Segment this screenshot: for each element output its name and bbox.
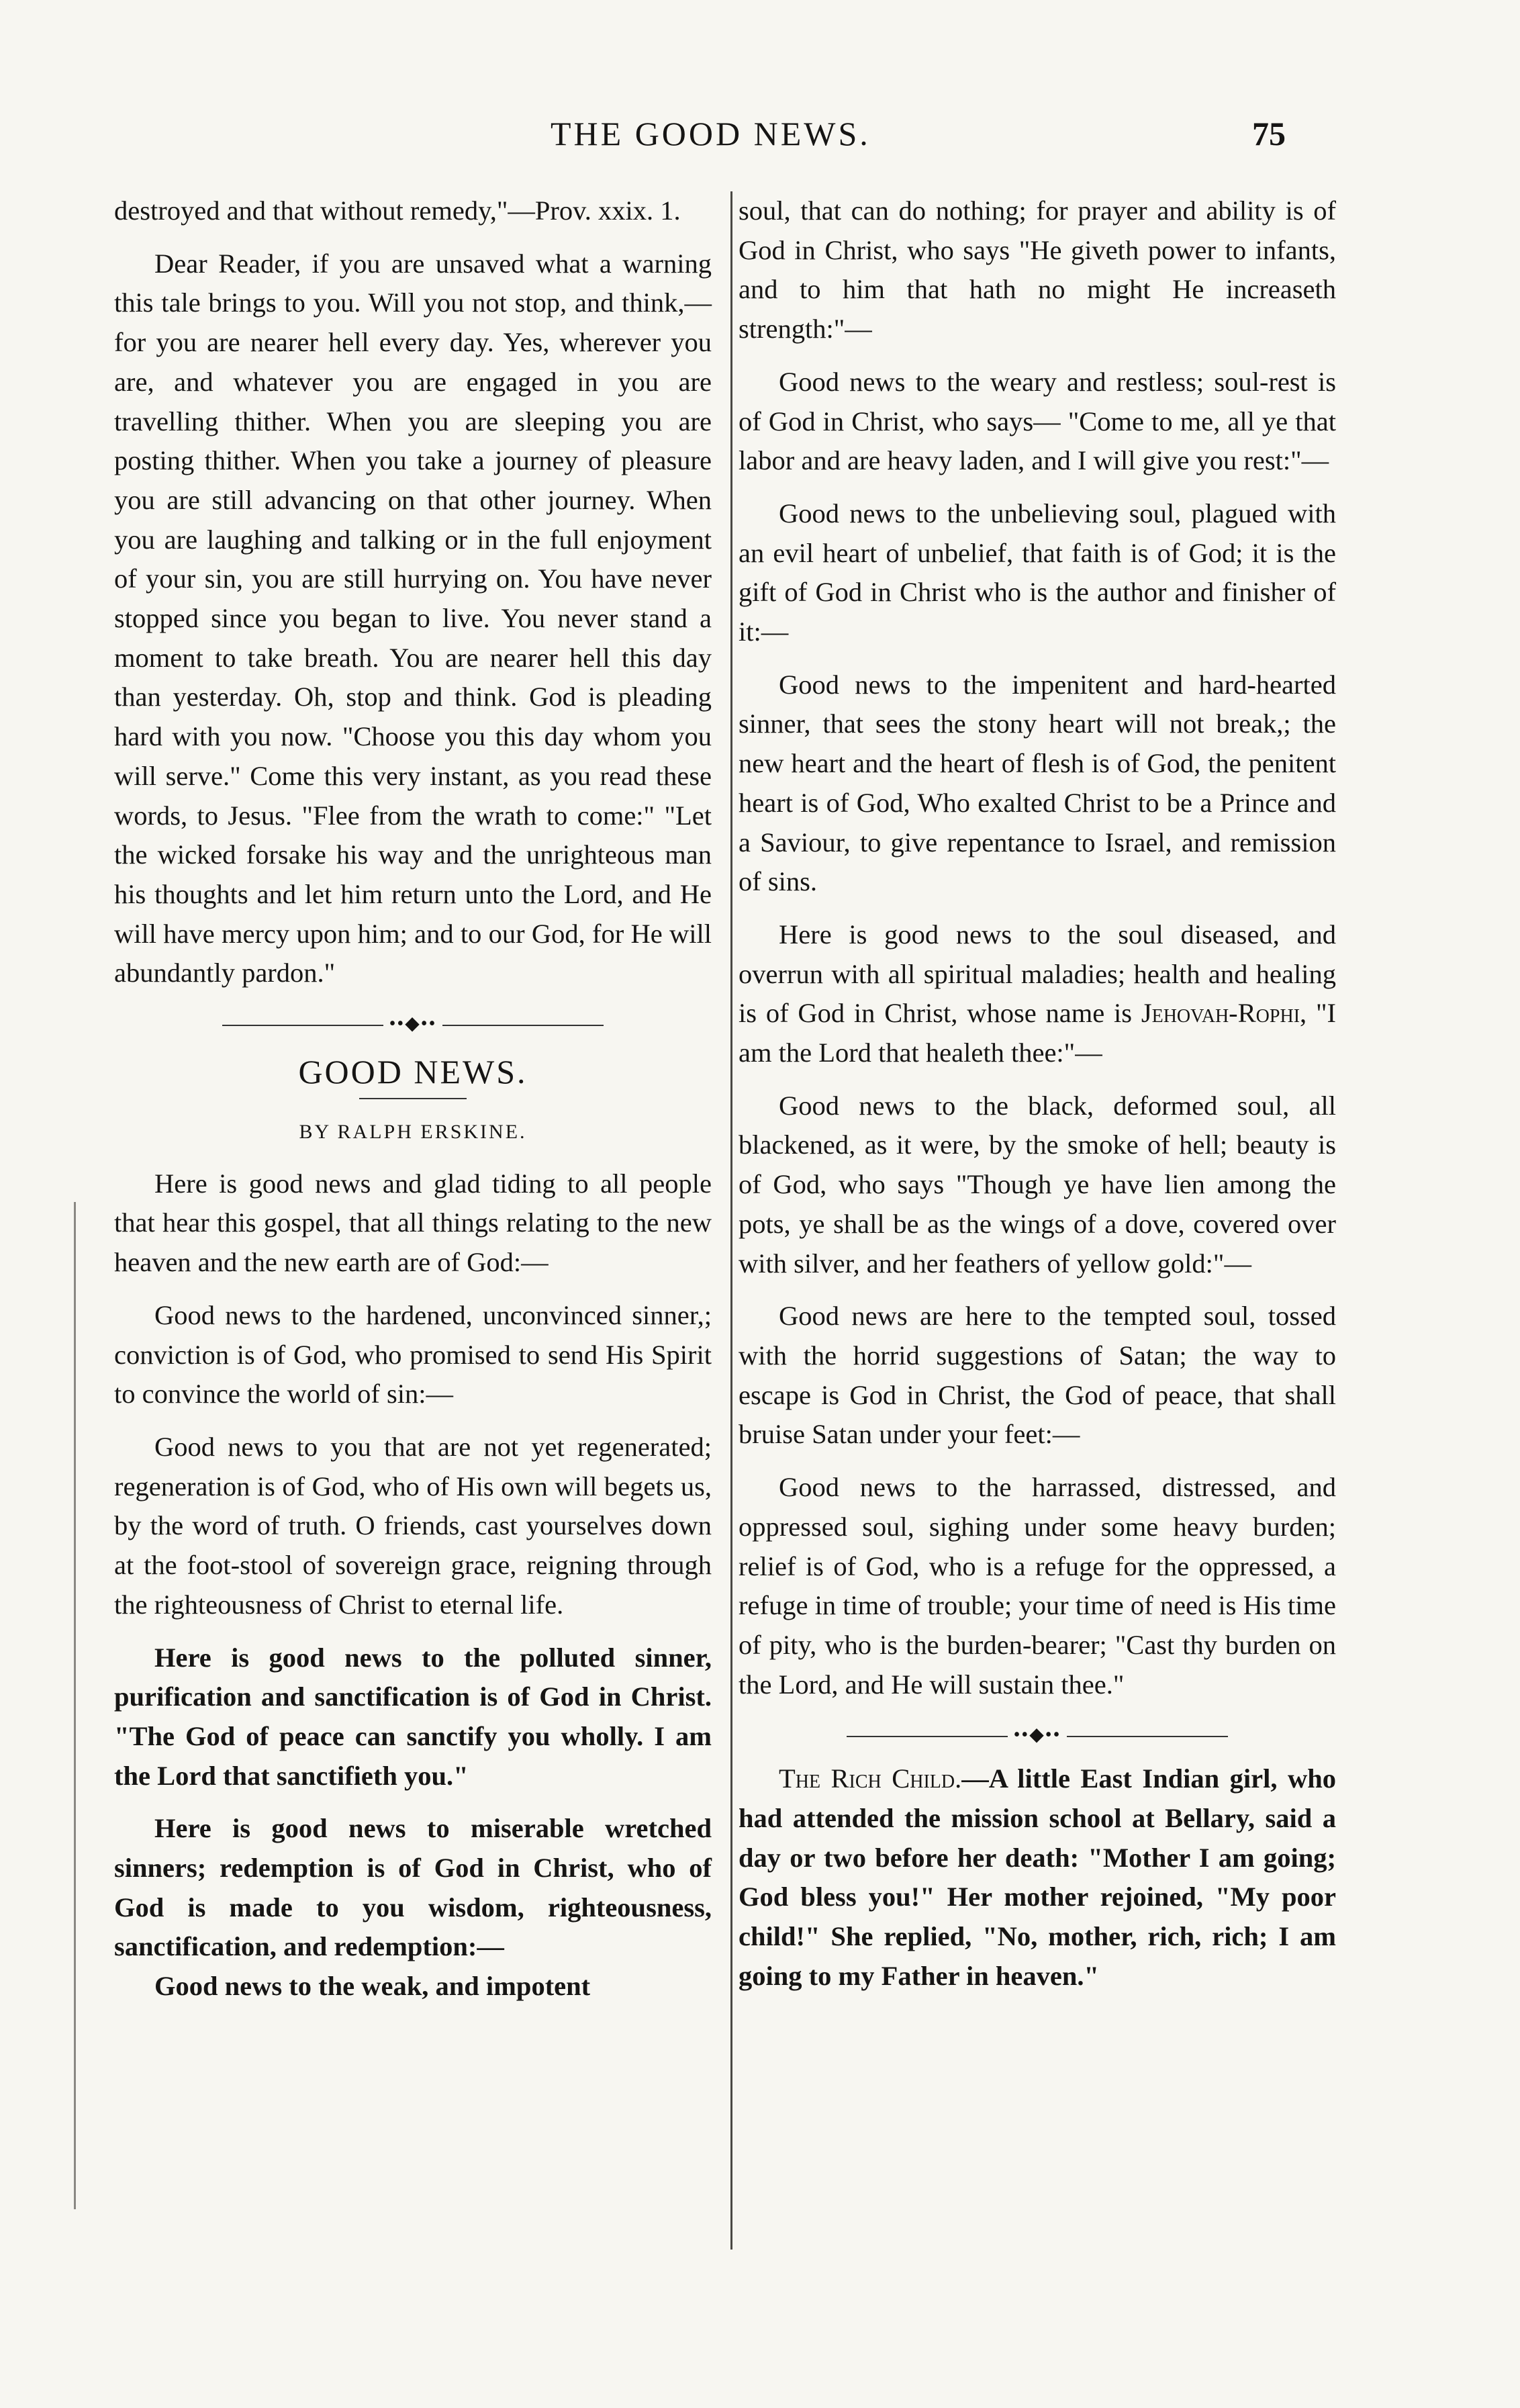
running-head [0,114,1520,168]
paragraph: Here is good news and glad tiding to all people that hear this gospel, that all things relating to the new heaven and the new earth are of God:— [114,1168,712,1278]
left-column [114,191,712,2006]
margin-rule [74,1202,76,2209]
section-title: GOOD NEWS. [298,1053,528,1091]
paragraph: soul, that can do nothing; for prayer and ability is of God in Christ, who says "He giveth power to infants, and to him that hath no might He increaseth strength:"— [739,195,1336,344]
byline: BY RALPH ERSKINE. [299,1121,527,1144]
paragraph: Good news to you that are not yet regenerated; regeneration is of God, who of His own will begets us, by the word of truth. O friends, cast yourselves down at the foot-stool of sovereign grace, reigning through the righteousness of Christ to eternal life. [114,1431,712,1620]
running-title: THE GOOD NEWS. [551,115,871,152]
paragraph: Good news to the weak, and impotent [154,1971,591,2002]
anecdote-text: —A little East Indian girl, who had attended the mission school at Bellary, said a day or two before her death: "Mother I am going; God bless you!" Her mother rejoined, "My poor child!" She replied, "No, mother, rich, rich; I am going to my Father in heaven." [739,1763,1336,1991]
text-run: , "I am the Lord that healeth thee:"— [739,998,1336,1068]
divine-name: Jehovah-Rophi [1141,998,1300,1029]
page-number: 75 [1252,115,1286,152]
section-divider: ••◆•• [114,1011,712,1037]
paragraph: Here is good news to the polluted sinner, purification and sanctification is of God in Christ. "The God of peace can sanctify you wholly. I am the Lord that sanctifieth you." [114,1642,712,1791]
anecdote-heading: The Rich Child. [779,1763,962,1794]
paragraph: Good news to the harrassed, distressed, and oppressed soul, sighing under some heavy burden; relief is of God, who is a refuge for the oppressed, a refuge in time of trouble; your time of need is His time of pity, who is the burden-bearer; "Cast thy burden on the Lord, and He will sustain thee." [739,1472,1336,1700]
paragraph [739,915,1336,1073]
paragraph: destroyed and that without remedy,"—Prov. xxix. 1. [114,195,681,226]
paragraph: Good news to the hardened, unconvinced sinner,; conviction is of God, who promised to send His Spirit to convince the world of sin:— [114,1299,712,1409]
paragraph: Good news to the unbelieving soul, plagued with an evil heart of unbelief, that faith is of God; it is the gift of God in Christ who is the author and finisher of it:— [739,498,1336,647]
paragraph: Good news to the black, deformed soul, all blackened, as it were, by the smoke of hell; beauty is of God, who says "Though ye have lien among the pots, ye shall be as the wings of a dove, covered over with silver, and her feathers of yellow gold:"— [739,1090,1336,1279]
right-column [739,191,1336,1996]
paragraph: Dear Reader, if you are unsaved what a warning this tale brings to you. Will you not stop, and think,—for you are nearer hell every day. Yes, wherever you are, and whatever you are engaged in you are travelling thither. When you are sleeping you are posting thither. When you take a journey of pleasure you are still advancing on that other journey. When you are laughing and talking or in the full enjoyment of your sin, you are still hurrying on. You have never stopped since you began to live. You never stand a moment to take breath. You are nearer hell this day than yesterday. Oh, stop and think. God is pleading hard with you now. "Choose you this day whom you will serve." Come this very instant, as you read these words, to Jesus. "Flee from the wrath to come:" "Let the wicked forsake his way and the unrighteous man his thoughts and let him return unto the Lord, and He will have mercy upon him; and to our God, for He will abundantly pardon." [114,248,712,988]
anecdote [739,1759,1336,1996]
text-run: Here is good news to the soul diseased, and overrun with all spiritual maladies; health and healing is of God in Christ, whose name is [739,919,1336,1029]
paragraph: Good news to the weary and restless; soul-rest is of God in Christ, who says— "Come to me, all ye that labor and are heavy laden, and I will give you rest:"— [739,366,1336,476]
column-rule [730,191,732,2250]
title-underline [359,1098,467,1099]
paragraph: Here is good news to miserable wretched sinners; redemption is of God in Christ, who of God is made to you wisdom, righteousness, sanctification, and redemption:— [114,1813,712,1962]
paragraph: Good news are here to the tempted soul, tossed with the horrid suggestions of Satan; the way to escape is God in Christ, the God of peace, that shall bruise Satan under your feet:— [739,1301,1336,1450]
section-divider: ••◆•• [739,1722,1336,1749]
paragraph: Good news to the impenitent and hard-hearted sinner, that sees the stony heart will not break,; the new heart and the heart of flesh is of God, the penitent heart is of God, Who exalted Christ to be a Prince and a Saviour, to give repentance to Israel, and remission of sins. [739,669,1336,897]
